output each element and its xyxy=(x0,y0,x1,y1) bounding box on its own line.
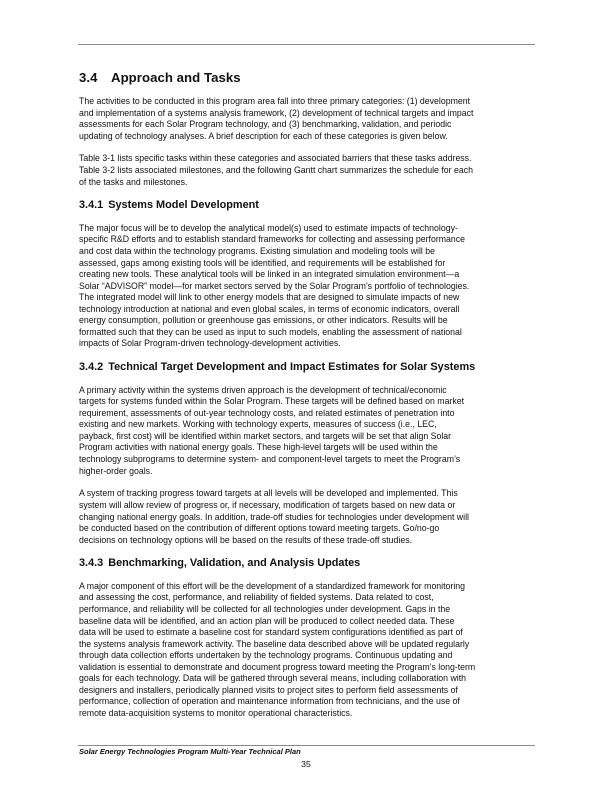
header-rule xyxy=(78,44,535,45)
text-line: Solar “ADVISOR” model—for market sectors served by the Solar Program’s portfolio of technologies. xyxy=(79,280,470,291)
text-line: assessments for each Solar Program technology, and (3) benchmarking, validation, and periodic xyxy=(79,119,452,130)
text-line: and implementation of a systems analysis framework, (2) development of technical targets and impact xyxy=(79,107,474,118)
text-line: impacts of Solar Program-driven technology-development activities. xyxy=(79,338,341,349)
text-line: payback, first cost) will be identified within market sectors, and targets will be set that align Solar xyxy=(79,430,452,441)
text-line: creating new tools. These analytical tools will be linked in an integrated simulation environment—a xyxy=(79,269,460,280)
subsection-number: 3.4.2 xyxy=(79,361,104,374)
text-line: technology introduction at national and even global scales, in terms of economic indicators, overall xyxy=(79,303,460,314)
text-line: designers and installers, periodically planned visits to project sites to perform field assessments of xyxy=(79,684,458,695)
subsection-heading xyxy=(79,199,539,212)
text-line: The integrated model will link to other energy models that are designed to simulate impacts of new xyxy=(79,292,460,303)
section-heading xyxy=(79,70,539,86)
paragraph xyxy=(79,581,539,720)
text-line: of the tasks and milestones. xyxy=(79,176,188,187)
text-line: and assessing the cost, performance, and reliability of fielded systems. Data related to cost, xyxy=(79,592,434,603)
text-line: Table 3-1 lists specific tasks within these categories and associated barriers that these tasks address. xyxy=(79,153,472,164)
subsection-number: 3.4.3 xyxy=(79,557,104,570)
text-line: the systems analysis framework activity. The baseline data described above will be updated regularly xyxy=(79,638,470,649)
subsection-paragraphs xyxy=(79,223,539,350)
subsection-3-4-3 xyxy=(79,557,539,719)
subsection-heading xyxy=(79,361,539,374)
text-line: A major component of this effort will be the development of a standardized framework for monitoring xyxy=(79,580,466,591)
text-line: higher-order goals. xyxy=(79,465,153,476)
text-line: system will allow review of progress or, if necessary, modification of targets based on new data or xyxy=(79,499,456,510)
page-number: 35 xyxy=(301,759,311,769)
section-title: Approach and Tasks xyxy=(111,70,241,85)
text-line: updating of technology analyses. A brief description for each of these categories is given below. xyxy=(79,130,448,141)
page-body xyxy=(79,70,539,731)
text-line: energy consumption, pollution or greenhouse gas emissions, or other indicators. Results will be xyxy=(79,315,448,326)
subsection-title: Benchmarking, Validation, and Analysis Updates xyxy=(108,557,361,570)
text-line: specific R&D efforts and to establish standard frameworks for collecting and assessing performance xyxy=(79,234,465,245)
paragraph xyxy=(79,385,539,477)
text-line: A primary activity within the systems driven approach is the development of technical/economic xyxy=(79,384,447,395)
subsection-number: 3.4.1 xyxy=(79,199,104,212)
text-line: requirement, assessments of out-year technology costs, and related estimates of penetration into xyxy=(79,407,455,418)
text-line: changing national energy goals. In addition, trade-off studies for technologies under development will xyxy=(79,511,469,522)
subsection-paragraphs xyxy=(79,385,539,546)
footer-rule xyxy=(78,745,535,746)
footer-document-title: Solar Energy Technologies Program Multi-Year Technical Plan xyxy=(79,747,301,756)
text-line: validation is essential to demonstrate and document progress toward meeting the Program’s long-term xyxy=(79,661,476,672)
text-line: performance, and reliability will be collected for all technologies under development. Gaps in the xyxy=(79,604,451,615)
text-line: remote data-acquisition systems to monitor operational characteristics. xyxy=(79,707,353,718)
subsection-3-4-2 xyxy=(79,361,539,546)
text-line: technology subprograms to determine system- and component-level targets to meet the Program’s xyxy=(79,454,461,465)
text-line: formatted such that they can be used as input to such models, enabling the assessment of national xyxy=(79,326,462,337)
subsection-title: Technical Target Development and Impact Estimates for Solar Systems xyxy=(108,361,476,374)
text-line: assessed, gaps among existing tools will be identified, and requirements will be established for xyxy=(79,257,446,268)
text-line: Table 3-2 lists associated milestones, and the following Gantt chart summarizes the schedule for each xyxy=(79,165,473,176)
text-line: goals for each technology. Data will be gathered through several means, including collaboration with xyxy=(79,673,467,684)
text-line: The activities to be conducted in this program area fall into three primary categories: (1) development xyxy=(79,96,471,106)
text-line: through data collection efforts undertaken by the technology programs. Continuous updating and xyxy=(79,650,453,661)
section-number: 3.4 xyxy=(79,70,98,85)
subsection-heading xyxy=(79,557,539,570)
paragraph xyxy=(79,223,539,350)
text-line: performance, collection of operation and maintenance information from technicians, and the use of xyxy=(79,696,460,707)
text-line: decisions on technology options will be based on the results of these trade-off studies. xyxy=(79,534,413,545)
text-line: A system of tracking progress toward targets at all levels will be developed and implemented. This xyxy=(79,488,458,499)
subsection-title: Systems Model Development xyxy=(108,199,259,212)
text-line: be conducted based on the contribution of different options toward meeting targets. Go/no-go xyxy=(79,523,440,534)
text-line: existing and new markets. Working with technology experts, measures of success (i.e., LEC, xyxy=(79,419,437,430)
subsection-3-4-1 xyxy=(79,199,539,350)
subsection-paragraphs xyxy=(79,581,539,720)
text-line: baseline data will be identified, and an action plan will be produced to collect needed data. These xyxy=(79,615,455,626)
text-line: data will be used to estimate a baseline cost for standard system configurations identified as part of xyxy=(79,627,463,638)
text-line: targets for systems funded within the Solar Program. These targets will be defined based on market xyxy=(79,396,465,407)
text-line: Program activities with national energy goals. These high-level targets will be used within the xyxy=(79,442,438,453)
paragraph xyxy=(79,488,539,546)
paragraph xyxy=(79,96,539,142)
paragraph xyxy=(79,153,539,188)
text-line: The major focus will be to develop the analytical model(s) used to estimate impacts of technology- xyxy=(79,222,458,233)
section-paragraphs xyxy=(79,96,539,188)
text-line: and cost data within the technology programs. Existing simulation and modeling tools will be xyxy=(79,246,436,257)
